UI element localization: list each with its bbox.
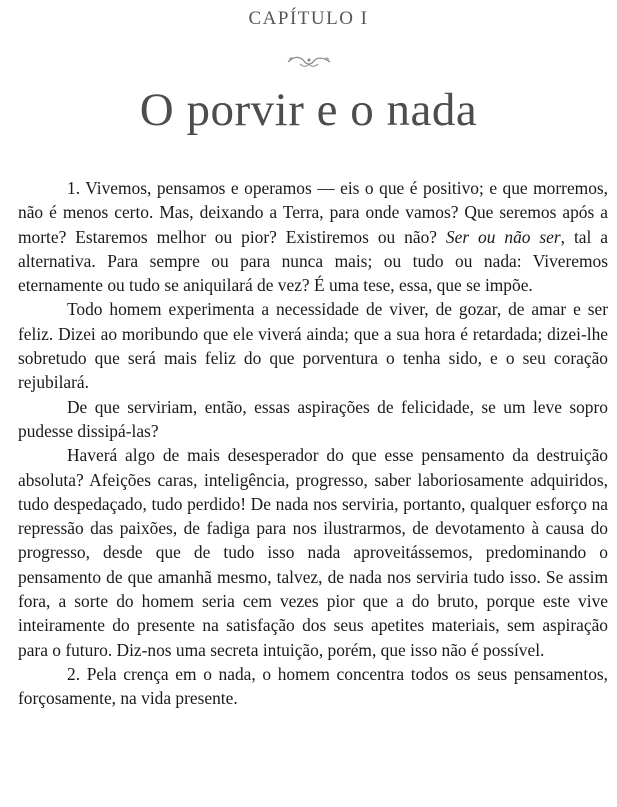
chapter-title: O porvir e o nada xyxy=(139,84,478,136)
paragraph: Haverá algo de mais desesperador do que esse pensamento da destruição absoluta? Afeições caras, inteligência, progresso, saber laboriosamente adquiridos, tudo despedaçado, tudo perdido! De nada nos serviria, portanto, qualquer esforço na repressão das paixões, de fadiga para nos ilustrarmos, de devotamento à causa do progresso, desde que de tudo isso nada aproveitássemos, predominando o pensamento de que amanhã mesmo, talvez, de nada nos serviria tudo isso. Se assim fora, a sorte do homem seria cem vezes pior que a do bruto, porque este vive inteiramente do presente na satisfação dos seus apetites materiais, sem aspiração para o futuro. Diz-nos uma secreta intuição, porém, que isso não é possível. xyxy=(18,445,608,660)
paragraph xyxy=(18,176,608,297)
italic-phrase: Ser ou não ser xyxy=(445,226,561,247)
paragraph xyxy=(18,662,608,711)
paragraph-text: , tal a alternativa. Para sempre ou para nunca mais; ou tudo ou nada: Viveremos eternamente ou tudo se aniquilará de vez? É uma tese, essa, que se impõe. xyxy=(18,226,608,296)
flourish-ornament-icon xyxy=(286,52,332,70)
paragraph: De que serviriam, então, essas aspirações de felicidade, se um leve sopro pudesse dissipá-las? xyxy=(18,396,608,441)
paragraph-number: 2. xyxy=(67,663,81,684)
paragraph-text: Pela crença em o nada, o homem concentra todos os seus pensamentos, forçosamente, na vida presente. xyxy=(18,663,608,709)
paragraph-text: Vivemos, pensamos e operamos — eis o que é positivo; e que morremos, não é menos certo. Mas, deixando a Terra, para onde vamos? Que seremos após a morte? Estaremos melhor ou pior? Existiremos ou não? xyxy=(18,178,608,247)
chapter-body xyxy=(18,176,608,711)
paragraph: Todo homem experimenta a necessidade de viver, de gozar, de amar e ser feliz. Dizei ao moribundo que ele viverá ainda; que a sua hora é retardada; dizei-lhe sobretudo que será mais feliz do que porventura o tenha sido, e o seu coração rejubilará. xyxy=(18,299,608,393)
chapter-label: CAPÍTULO I xyxy=(248,8,369,29)
paragraph-number: 1. xyxy=(67,178,81,198)
